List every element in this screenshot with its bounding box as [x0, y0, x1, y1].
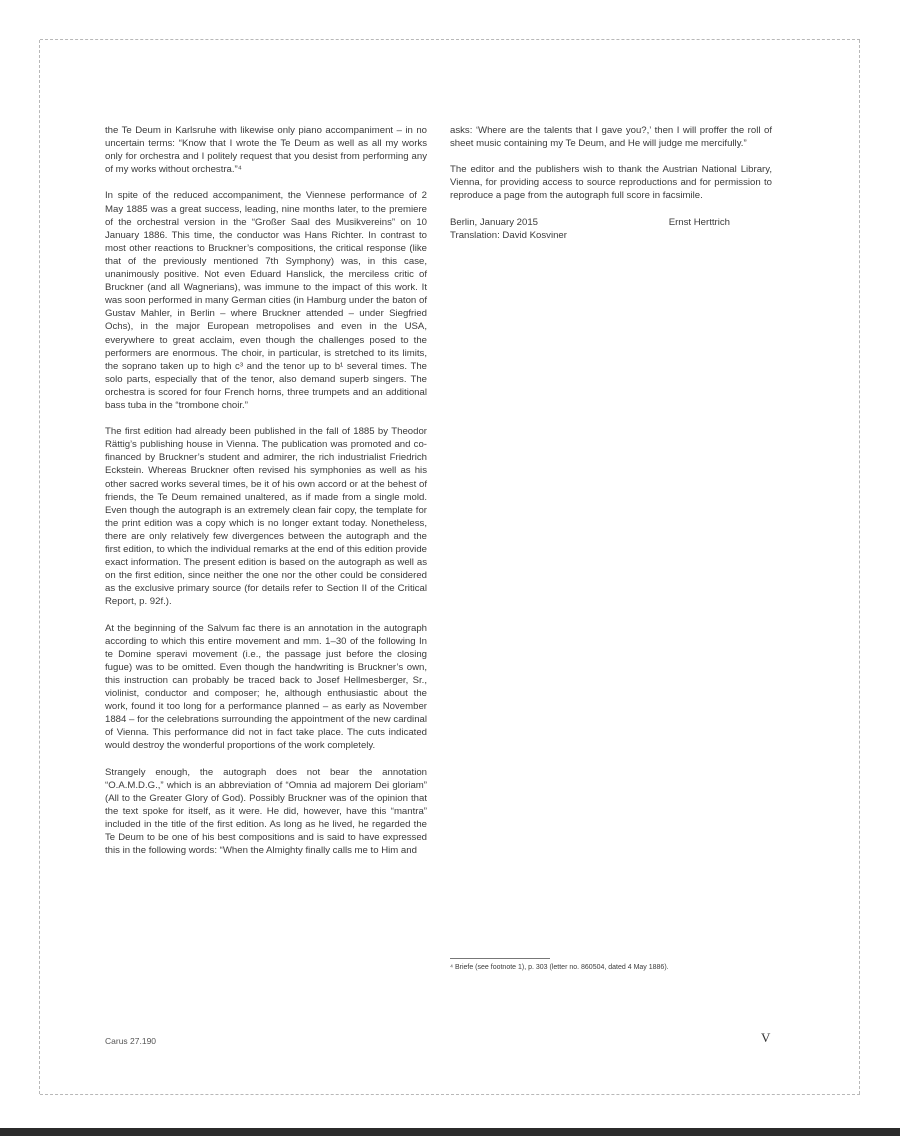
paragraph: The editor and the publishers wish to thank the Austrian National Library, Vienna, for providing access to source reproductions and for permission to reproduce a page from the autograph full score in facsimile. — [450, 164, 772, 202]
catalog-number: Carus 27.190 — [105, 1036, 157, 1046]
page-number: V — [761, 1030, 771, 1045]
footnote-text: ⁴ Briefe (see footnote 1), p. 303 (letter no. 860504, dated 4 May 1886). — [450, 964, 669, 971]
place-date: Berlin, January 2015 — [450, 216, 538, 228]
signature-line — [450, 216, 730, 229]
page-border-left — [39, 40, 40, 1094]
paragraph: In spite of the reduced accompaniment, the Viennese performance of 2 May 1885 was a great success, leading, nine months later, to the premiere of the orchestral version in the “Großer Saal des Musikvereins” on 10 January 1886. This time, the conductor was Hans Richter. In contrast to most other reactions to Bruckner’s compositions, the critical response (like that of the previously mentioned 7th Symphony) was, in this case, unanimously positive. Not even Eduard Hanslick, the merciless critic of Bruckner (and all Wagnerians), was immune to the impact of this work. It was soon performed in many German cities (in Hamburg under the baton of Gustav Mahler, in Berlin – where Bruckner attended – under Siegfried Ochs), in the major European metropolises and even in the USA, everywhere to great acclaim, even though the challenges posed to the performers are enormous. The choir, in particular, is stretched to its limits, the soprano taken up to high c³ and the tenor up to b¹ several times. The solo parts, especially that of the tenor, also demand superb singers. The orchestra is scored for four French horns, three trumpets and an additional bass tuba in the “trombone choir.” — [105, 190, 427, 411]
paragraph: The first edition had already been published in the fall of 1885 by Theodor Rättig’s publishing house in Vienna. The publication was promoted and co-financed by Bruckner’s student and admirer, the rich industrialist Friedrich Eckstein. Whereas Bruckner often revised his symphonies as well as his other sacred works several times, be it of his own accord or at the behest of friends, the Te Deum remained unaltered, as if made from a single mold. Even though the autograph is an extremely clean fair copy, the template for the print edition was a copy which is no longer extant today. Nonetheless, there are only relatively few divergences between the autograph and the first edition, to which the individual remarks at the end of this edition provide exact information. The present edition is based on the autograph as well as on the first edition, since neither the one nor the other could be considered as the exclusive primary source (for details refer to Section II of the Critical Report, p. 92f.). — [105, 426, 427, 608]
paragraph: asks: ‘Where are the talents that I gave you?,’ then I will proffer the roll of sheet music containing my Te Deum, and He will judge me mercifully.” — [450, 125, 772, 150]
paragraph: the Te Deum in Karlsruhe with likewise only piano accompaniment – in no uncertain terms: “Know that I wrote the Te Deum as well as all my works only for orchestra and I politely request that you desist from performing any of my works without orchestra.”⁴ — [105, 125, 427, 176]
bottom-edge — [0, 1128, 900, 1136]
right-column — [450, 124, 772, 242]
author-name: Ernst Herttrich — [668, 216, 730, 228]
paragraph: Strangely enough, the autograph does not bear the annotation “O.A.M.D.G.,” which is an abbreviation of “Omnia ad majorem Dei gloriam” (All to the Greater Glory of God). Possibly Bruckner was of the opinion that the text spoke for itself, as it were. He did, however, have this “mantra” included in the title of the first edition. As long as he lived, he regarded the Te Deum to be one of his best compositions and is said to have expressed this in the following words: “When the Almighty finally calls me to Him and — [105, 766, 427, 857]
paragraph: At the beginning of the Salvum fac there is an annotation in the autograph according to which this entire movement and mm. 1–30 of the following In te Domine speravi movement (i.e., the passage just before the closing fugue) was to be omitted. Even though the handwriting is Bruckner’s own, this instruction can probably be traced back to Josef Hellmesberger, Sr., violinist, conductor and composer; he, although enthusiastic about the work, found it too long for a performance planned – as early as November 1884 – for the celebrations surrounding the appointment of the new cardinal of Vienna. This performance did not in fact take place. The cuts indicated would destroy the wonderful proportions of the work completely. — [105, 622, 427, 752]
page-border-bottom — [40, 1094, 860, 1095]
translator-credit: Translation: David Kosviner — [450, 229, 567, 241]
page-border-top — [40, 39, 860, 40]
footnote-rule — [450, 958, 550, 959]
page-border-right — [859, 40, 860, 1094]
footnote — [450, 958, 772, 973]
left-column — [105, 124, 427, 857]
